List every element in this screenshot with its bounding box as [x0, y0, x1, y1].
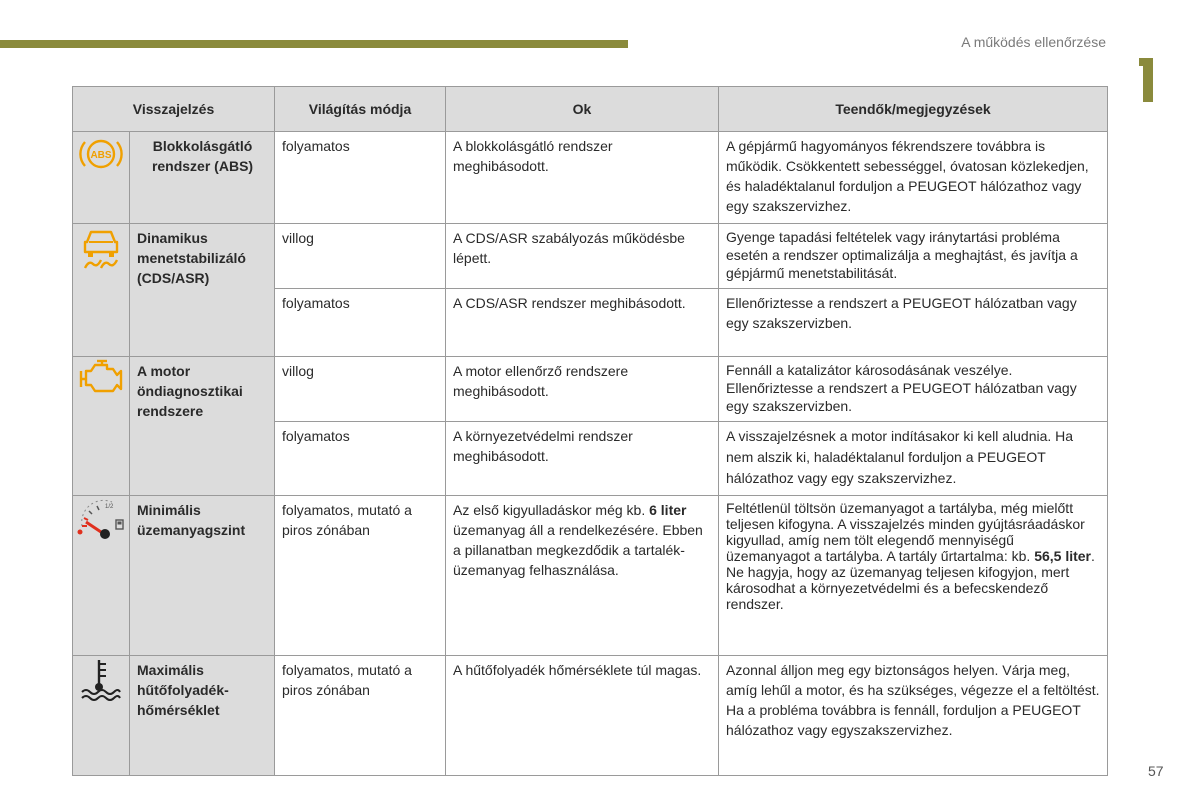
cause-bold: 6 liter: [649, 502, 687, 518]
abs-warning-icon: [73, 132, 130, 224]
indicator-name: A motor öndiagnosztikai rendszere: [130, 357, 275, 496]
cause: A környezetvédelmi rendszer meghibásodott.: [446, 422, 719, 496]
action-bold: 56,5 liter: [1034, 548, 1092, 564]
table-row: [73, 132, 1108, 224]
column-header: Világítás módja: [275, 87, 446, 132]
indicator-name: Minimális üzemanyagszint: [130, 496, 275, 656]
abs-icon-text: ABS: [90, 150, 112, 161]
column-header: Visszajelzés: [73, 87, 275, 132]
cause: A CDS/ASR rendszer meghibásodott.: [446, 289, 719, 357]
coolant-temperature-icon: [73, 656, 130, 776]
cause: A CDS/ASR szabályozás működésbe lépett.: [446, 224, 719, 289]
indicator-name: Blokkolásgátló rendszer (ABS): [130, 132, 275, 224]
lighting-mode: villog: [275, 224, 446, 289]
action-note: A visszajelzésnek a motor indításakor ki kell aludnia. Ha nem alszik ki, haladéktalanul forduljon a PEUGEOT hálózathoz vagy egy szakszervizhez.: [719, 422, 1108, 496]
cause: A blokkolásgátló rendszer meghibásodott.: [446, 132, 719, 224]
cause: A hűtőfolyadék hőmérséklete túl magas.: [446, 656, 719, 776]
action-note: A gépjármű hagyományos fékrendszere továbbra is működik. Csökkentett sebességgel, óvatosan közlekedjen, és haladéktalanul forduljon a PEUGEOT hálózathoz vagy egy szakszervizhez.: [719, 132, 1108, 224]
table-row: [73, 357, 1108, 422]
lighting-mode: folyamatos: [275, 289, 446, 357]
cause-text: üzemanyag áll a rendelkezésére. Ebben a pillanatban megkezdődik a tartalék-üzemanyag felhasználása.: [453, 522, 703, 578]
lighting-mode: folyamatos, mutató a piros zónában: [275, 496, 446, 656]
table-header-row: [73, 87, 1108, 132]
lighting-mode: villog: [275, 357, 446, 422]
column-header: Ok: [446, 87, 719, 132]
chapter-number: [1133, 56, 1159, 104]
lighting-mode: folyamatos: [275, 132, 446, 224]
fuel-gauge-icon: [73, 496, 130, 656]
action-note: Fennáll a katalizátor károsodásának veszélye. Ellenőriztesse a rendszert a PEUGEOT hálózatban vagy egy szakszervizben.: [719, 357, 1108, 422]
gauge-half-label: 1/2: [105, 504, 114, 510]
column-header: Teendők/megjegyzések: [719, 87, 1108, 132]
chapter-number-glyph: [1133, 56, 1159, 104]
header-accent-bar: [0, 40, 628, 48]
indicator-name: Dinamikus menetstabilizáló (CDS/ASR): [130, 224, 275, 357]
indicator-name: Maximális hűtőfolyadék-hőmérséklet: [130, 656, 275, 776]
cause-text: Az első kigyulladáskor még kb.: [453, 502, 646, 518]
warning-lights-table: [72, 86, 1108, 776]
action-note: [719, 496, 1108, 656]
table-row: [73, 496, 1108, 656]
lighting-mode: folyamatos: [275, 422, 446, 496]
chapter-title: A működés ellenőrzése: [961, 34, 1106, 50]
table-row: [73, 224, 1108, 289]
lighting-mode: folyamatos, mutató a piros zónában: [275, 656, 446, 776]
cause: [446, 496, 719, 656]
action-note: Ellenőriztesse a rendszert a PEUGEOT hálózatban vagy egy szakszervizben.: [719, 289, 1108, 357]
action-note: Gyenge tapadási feltételek vagy iránytartási probléma esetén a rendszer optimalizálja a meghajtást, és javítja a gépjármű menetstabilitását.: [719, 224, 1108, 289]
action-text: . Ne hagyja, hogy az üzemanyag teljesen kifogyjon, mert károsodhat a környezetvédelmi és a befecskendező rendszer.: [726, 548, 1095, 612]
table-row: [73, 656, 1108, 776]
engine-icon: [73, 357, 130, 496]
action-text: Feltétlenül töltsön üzemanyagot a tartályba, még mielőtt teljesen kifogyna. A visszajelzés minden gyújtásráadáskor kigyullad, amíg nem tölt elegendő mennyiségű üzemanyagot a tartályba. A tartály űrtartalma: kb.: [726, 500, 1085, 564]
page-number: 57: [1148, 763, 1164, 779]
skidding-car-icon: [73, 224, 130, 357]
action-note: Azonnal álljon meg egy biztonságos helyen. Várja meg, amíg lehűl a motor, és ha szükséges, végezze el a feltöltést. Ha a probléma továbbra is fennáll, forduljon a PEUGEOT hálózathoz vagy egyszakszervizhez.: [719, 656, 1108, 776]
cause: A motor ellenőrző rendszere meghibásodott.: [446, 357, 719, 422]
